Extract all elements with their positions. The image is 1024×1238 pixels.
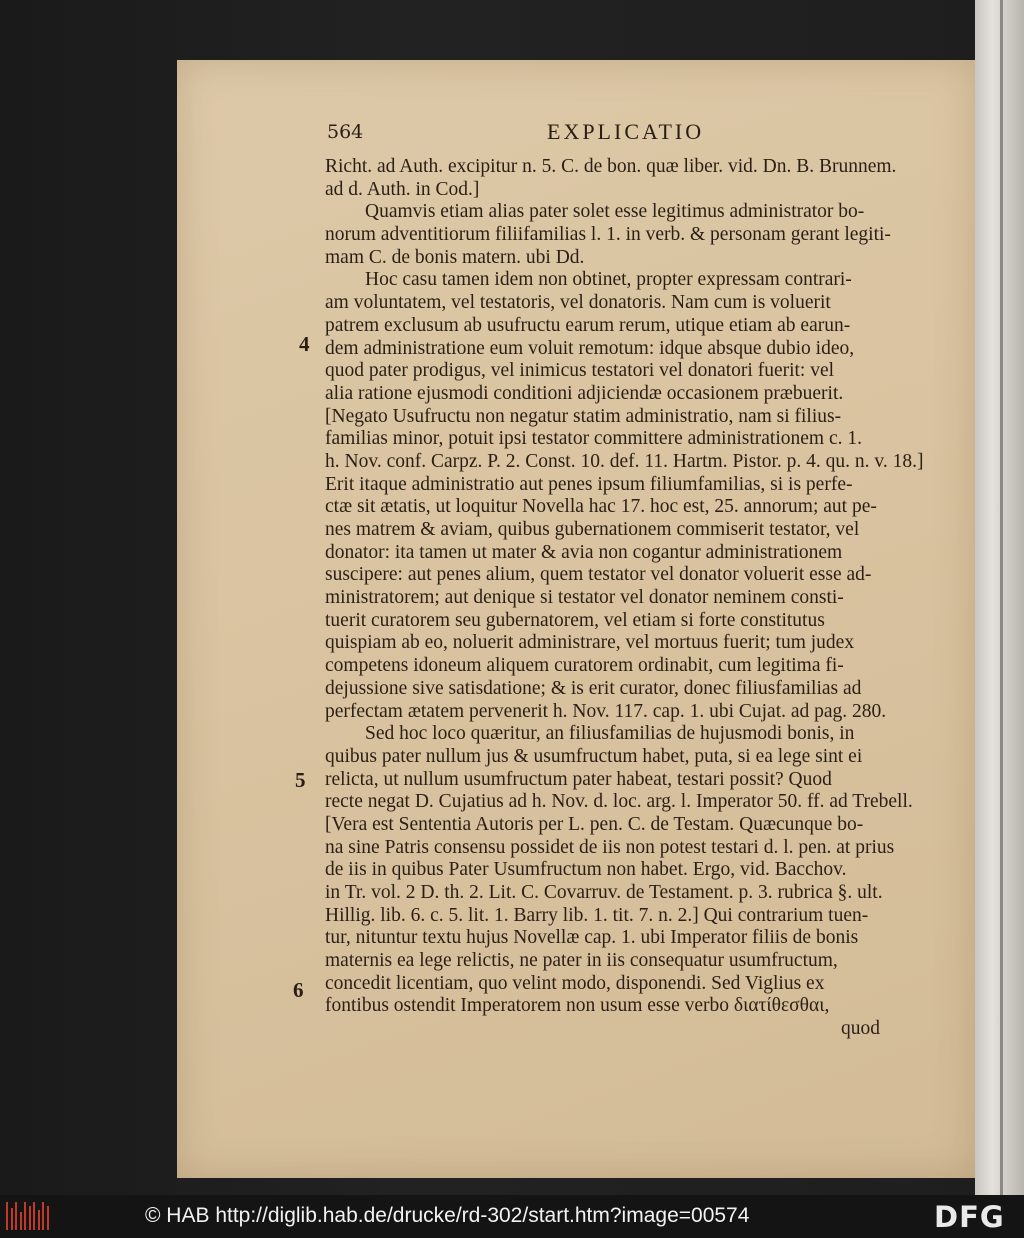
- running-title: EXPLICATIO: [547, 119, 705, 144]
- color-calibration-strip: [975, 0, 1024, 1195]
- margin-number: 6: [293, 978, 304, 1002]
- text-line: mam C. de bonis matern. ubi Dd.: [325, 246, 585, 268]
- margin-number: 5: [295, 768, 306, 792]
- text-line: tur, nituntur textu hujus Novellæ cap. 1. ubi Imperator filiis de bonis: [325, 927, 859, 949]
- text-line: familias minor, potuit ipsi testator committere administrationem c. 1.: [325, 428, 862, 450]
- body-text: [325, 156, 935, 1041]
- text-line: Richt. ad Auth. excipitur n. 5. C. de bon. quæ liber. vid. Dn. B. Brunnem.: [325, 156, 897, 177]
- book-page: [177, 60, 975, 1178]
- text-line: perfectam ætatem pervenerit h. Nov. 117. cap. 1. ubi Cujat. ad pag. 280.: [325, 700, 887, 722]
- text-line: Erit itaque administratio aut penes ipsum filiumfamilias, si is perfe-: [325, 473, 853, 495]
- text-line: [Negato Usufructu non negatur statim administratio, nam si filius-: [325, 405, 842, 427]
- text-line: ministratorem; aut denique si testator vel donator neminem consti-: [325, 587, 844, 609]
- catchword: quod: [841, 1018, 880, 1040]
- text-line: ad d. Auth. in Cod.]: [325, 178, 480, 200]
- text-line: Hoc casu tamen idem non obtinet, propter expressam contrari-: [365, 269, 852, 291]
- text-line: quibus pater nullum jus & usumfructum habet, puta, si ea lege sint ei: [325, 745, 863, 767]
- source-url-text[interactable]: © HAB http://diglib.hab.de/drucke/rd-302/start.htm?image=00574: [145, 1204, 750, 1227]
- page-number: 564: [327, 121, 364, 143]
- text-line: de iis in quibus Pater Usumfructum non habet. Ergo, vid. Bacchov.: [325, 859, 847, 881]
- text-line: recte negat D. Cujatius ad h. Nov. d. loc. arg. l. Imperator 50. ff. ad Trebell.: [325, 791, 913, 813]
- footer-bar: [0, 1195, 1024, 1238]
- text-line: quispiam ab eo, noluerit administrare, vel mortuus fuerit; tum judex: [325, 632, 855, 654]
- text-line: relicta, ut nullum usumfructum pater habeat, testari possit? Quod: [325, 768, 832, 790]
- text-line: dem administratione eum voluit remotum: idque absque dubio ideo,: [325, 337, 855, 359]
- text-line: maternis ea lege relictis, ne pater in iis consequatur usumfructum,: [325, 950, 838, 972]
- text-line: nes matrem & aviam, quibus gubernationem commiserit testator, vel: [325, 519, 860, 540]
- text-line: Sed hoc loco quæritur, an filiusfamilias de hujusmodi bonis, in: [365, 723, 855, 745]
- dfg-logo[interactable]: DFG: [934, 1200, 1005, 1234]
- text-line: na sine Patris consensu possidet de iis non potest testari d. l. pen. at prius: [325, 836, 895, 858]
- text-line: h. Nov. conf. Carpz. P. 2. Const. 10. def. 11. Hartm. Pistor. p. 4. qu. n. v. 18.]: [325, 450, 924, 472]
- text-line: am voluntatem, vel testatoris, vel donatoris. Nam cum is voluerit: [325, 292, 831, 314]
- text-line: patrem exclusum ab usufructu earum rerum, utique etiam ab earun-: [325, 314, 851, 336]
- text-line: Hillig. lib. 6. c. 5. lit. 1. Barry lib. 1. tit. 7. n. 2.] Qui contrarium tuen-: [325, 904, 869, 926]
- text-line: ctæ sit ætatis, ut loquitur Novella hac 17. hoc est, 25. annorum; aut pe-: [325, 496, 877, 518]
- text-line: tuerit curatorem seu gubernatorem, vel etiam si forte constitutus: [325, 609, 825, 631]
- text-line: concedit licentiam, quo velint modo, disponendi. Sed Viglius ex: [325, 972, 825, 994]
- hab-barcode-logo-icon[interactable]: [6, 1202, 50, 1230]
- text-line: norum adventitiorum filiifamilias l. 1. in verb. & personam gerant legiti-: [325, 224, 891, 246]
- text-line: in Tr. vol. 2 D. th. 2. Lit. C. Covarruv. de Testament. p. 3. rubrica §. ult.: [325, 882, 883, 903]
- text-line: quod pater prodigus, vel inimicus testatori vel donatori fuerit: vel: [325, 360, 835, 382]
- text-line: fontibus ostendit Imperatorem non usum esse verbo διατίθεσθαι,: [325, 995, 830, 1017]
- text-line: competens idoneum aliquem curatorem ordinabit, cum legitima fi-: [325, 655, 844, 677]
- margin-number: 4: [299, 332, 310, 356]
- text-line: dejussione sive satisdatione; & is erit curator, donec filiusfamilias ad: [325, 677, 862, 699]
- page-header: [327, 115, 887, 145]
- text-line: donator: ita tamen ut mater & avia non cogantur administrationem: [325, 541, 843, 563]
- text-line: alia ratione ejusmodi conditioni adjiciendæ occasionem præbuerit.: [325, 382, 844, 404]
- text-line: [Vera est Sententia Autoris per L. pen. C. de Testam. Quæcunque bo-: [325, 813, 864, 835]
- text-line: Quamvis etiam alias pater solet esse legitimus administrator bo-: [365, 201, 865, 223]
- text-line: suscipere: aut penes alium, quem testator vel donator voluerit esse ad-: [325, 564, 872, 586]
